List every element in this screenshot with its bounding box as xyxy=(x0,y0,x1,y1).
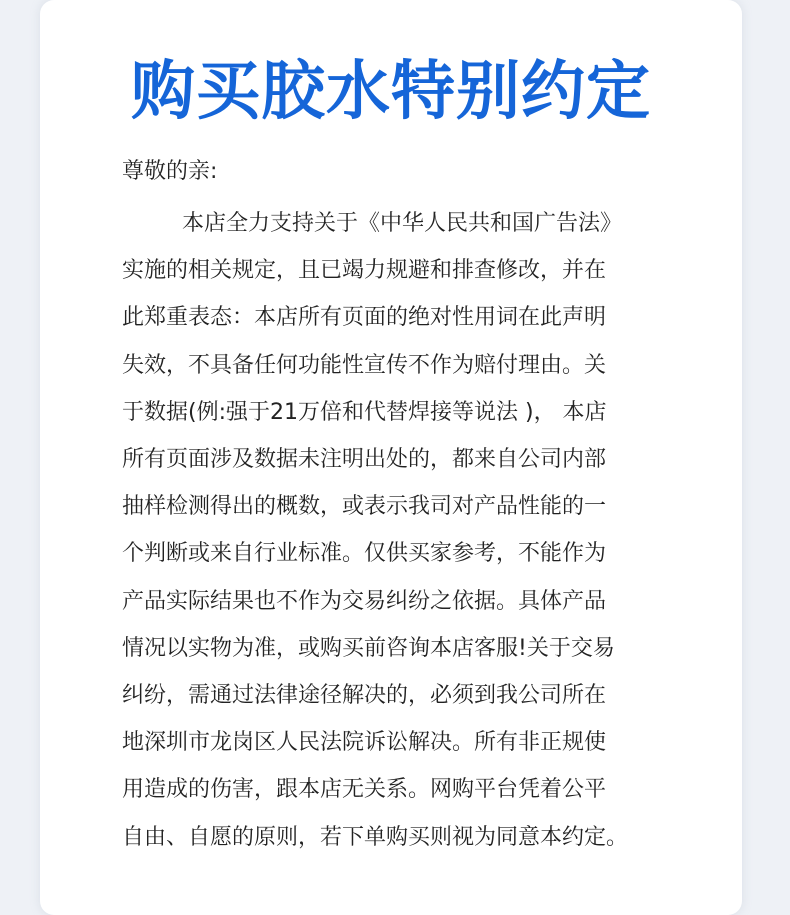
body-line: 失效，不具备任何功能性宣传不作为赔付理由。关 xyxy=(122,352,607,378)
body-line: 用造成的伤害，跟本店无关系。网购平台凭着公平 xyxy=(122,777,607,803)
body-line: 此郑重表态：本店所有页面的绝对性用词在此声明 xyxy=(122,305,607,331)
agreement-body xyxy=(122,200,662,861)
body-line: 所有页面涉及数据未注明出处的，都来自公司内部 xyxy=(122,447,607,473)
body-line: 个判断或来自行业标准。仅供买家参考，不能作为 xyxy=(122,541,607,567)
body-line: 情况以实物为准，或购买前咨询本店客服!关于交易 xyxy=(122,635,615,661)
body-line: 本店全力支持关于《中华人民共和国广告法》 xyxy=(182,211,623,236)
salutation: 尊敬的亲: xyxy=(122,159,218,184)
body-line: 地深圳市龙岗区人民法院诉讼解决。所有非正规使 xyxy=(122,730,607,756)
body-line: 抽样检测得出的概数，或表示我司对产品性能的一 xyxy=(122,494,607,520)
page-title: 购买胶水特别约定 xyxy=(131,55,651,129)
body-line: 于数据(例:强于21万倍和代替焊接等说法 )， 本店 xyxy=(122,399,607,425)
body-line: 纠纷，需通过法律途径解决的，必须到我公司所在 xyxy=(122,683,607,709)
body-line: 自由、自愿的原则，若下单购买则视为同意本约定。 xyxy=(122,824,629,850)
body-line: 产品实际结果也不作为交易纠纷之依据。具体产品 xyxy=(122,588,607,614)
body-line: 实施的相关规定，且已竭力规避和排查修改，并在 xyxy=(122,258,607,284)
